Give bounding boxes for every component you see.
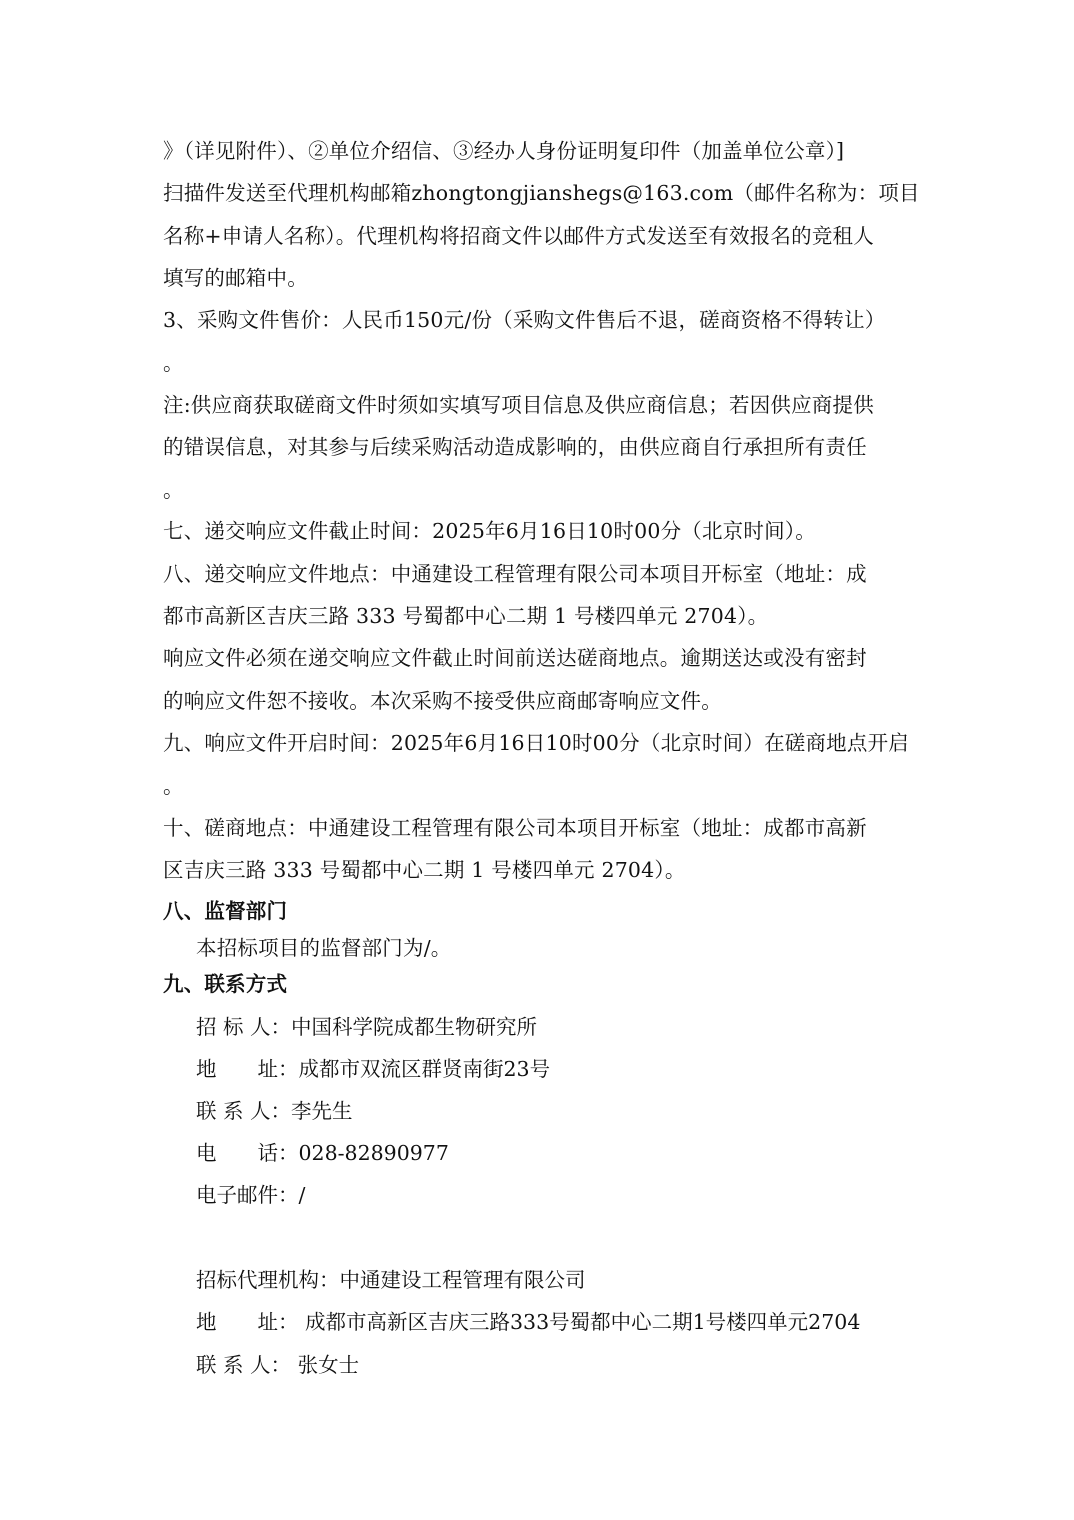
body-line: 注:供应商获取磋商文件时须如实填写项目信息及供应商信息；若因供应商提供 [163,393,874,417]
body-line: 的错误信息，对其参与后续采购活动造成影响的，由供应商自行承担所有责任 [163,435,867,459]
contact-heading: 九、联系方式 [163,972,288,996]
body-line: 九、响应文件开启时间：2025年6月16日10时00分（北京时间）在磋商地点开启 [163,731,909,755]
tenderer-address-row [196,1055,550,1083]
field-value: 028-82890977 [298,1141,449,1165]
body-line: 八、递交响应文件地点：中通建设工程管理有限公司本项目开标室（地址：成 [163,562,867,586]
body-line: 扫描件发送至代理机构邮箱zhongtongjianshegs@163.com（邮件名称为：项目 [163,181,920,205]
field-label: 联 系 人： [196,1353,292,1377]
supervision-heading: 八、监督部门 [163,899,288,923]
body-line: 区吉庆三路 333 号蜀都中心二期 1 号楼四单元 2704）。 [163,858,686,882]
body-line: 都市高新区吉庆三路 333 号蜀都中心二期 1 号楼四单元 2704）。 [163,604,769,628]
field-value: 李先生 [291,1099,353,1123]
field-value: 成都市双流区群贤南街23号 [298,1057,551,1081]
body-line: 七、递交响应文件截止时间：2025年6月16日10时00分（北京时间）。 [163,519,816,543]
body-line: 》（详见附件）、②单位介绍信、③经办人身份证明复印件（加盖单位公章）] [163,139,845,163]
agency-name-row [196,1266,586,1294]
body-line: 的响应文件恕不接收。本次采购不接受供应商邮寄响应文件。 [163,689,722,713]
field-label: 地 址： [196,1057,299,1081]
field-label: 电 话： [196,1141,299,1165]
body-line: 填写的邮箱中。 [163,266,308,290]
body-line: 。 [163,351,184,375]
field-value: 成都市高新区吉庆三路333号蜀都中心二期1号楼四单元2704 [298,1310,861,1334]
field-value: 中国科学院成都生物研究所 [291,1015,538,1039]
field-value: 中通建设工程管理有限公司 [339,1268,586,1292]
agency-contact-row [196,1351,359,1379]
field-value: / [298,1183,306,1207]
body-line: 响应文件必须在递交响应文件截止时间前送达磋商地点。逾期送达或没有密封 [163,646,867,670]
body-line: 名称+申请人名称）。代理机构将招商文件以邮件方式发送至有效报名的竞租人 [163,224,874,248]
supervision-text: 本招标项目的监督部门为/。 [196,936,452,960]
body-line: 。 [163,774,184,798]
field-label: 电子邮件： [196,1183,299,1207]
body-line: 3、采购文件售价：人民币150元/份（采购文件售后不退，磋商资格不得转让） [163,308,886,332]
field-label: 地 址： [196,1310,299,1334]
agency-address-row [196,1308,860,1336]
tenderer-contact-row [196,1097,353,1125]
field-label: 招标代理机构： [196,1268,340,1292]
field-value: 张女士 [291,1353,360,1377]
tenderer-phone-row [196,1139,449,1167]
field-label: 招 标 人： [196,1015,292,1039]
tenderer-email-row [196,1181,305,1209]
body-line: 。 [163,478,184,502]
field-label: 联 系 人： [196,1099,292,1123]
tenderer-name-row [196,1013,537,1041]
body-line: 十、磋商地点：中通建设工程管理有限公司本项目开标室（地址：成都市高新 [163,816,867,840]
